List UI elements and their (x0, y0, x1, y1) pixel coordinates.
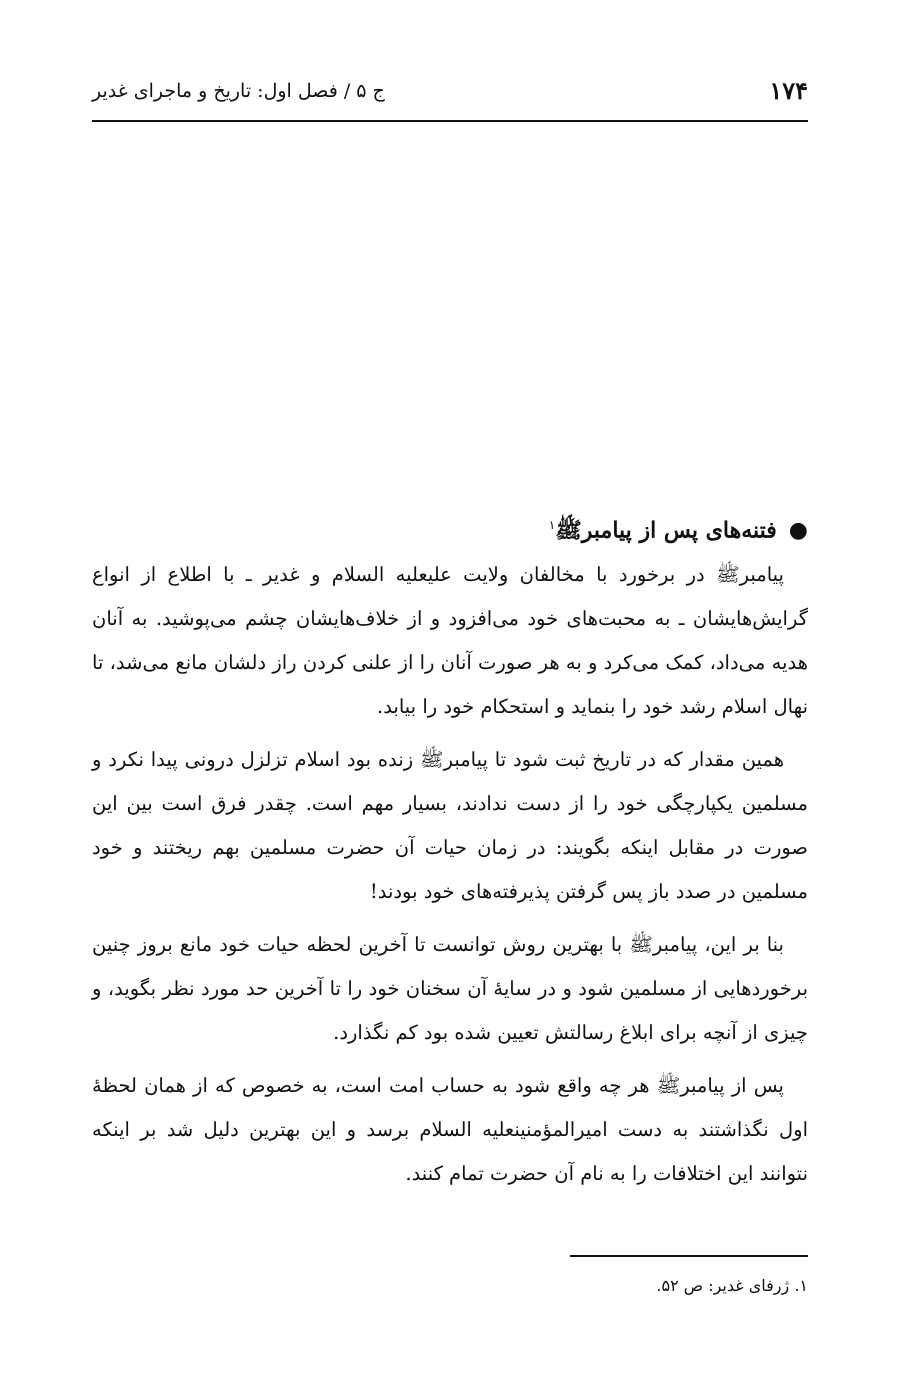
paragraph-2: همین مقدار که در تاریخ ثبت شود تا پیامبرﷺ زنده بود اسلام تزلزل درونی پیدا نکرد و مسلمین یکپارچگی خود را از دست ندادند، بسیار مهم است. چقدر فرق است بین این صورت در مقابل اینکه بگویند: در زمان حیات آن حضرت مسلمین بهم ریختند و خود مسلمین در صدد باز پس گرفتن پذیرفته‌های خود بودند! (92, 748, 808, 904)
honorific-mark: ﷺ (555, 517, 582, 544)
section-title: فتنه‌های پس از پیامبر (581, 517, 777, 544)
page-header (92, 74, 808, 122)
bullet-icon: ● (788, 517, 808, 544)
main-content (92, 502, 808, 1205)
footnote-divider (570, 1255, 808, 1257)
running-head: ج ۵ / فصل اول: تاریخ و ماجرای غدیر (92, 80, 385, 102)
paragraph-1: پیامبرﷺ در برخورد با مخالفان ولایت علیعليه السلام و غدیر ـ با اطلاع از انواع گرایش‌هایشان ـ به محبت‌های خود می‌افزود و از خلاف‌هایشان چشم می‌پوشید. به آنان هدیه می‌داد، کمک می‌کرد و به هر صورت آنان را از علنی کردن راز دلشان مانع می‌شد، تا نهال اسلام رشد خود را بنماید و استحکام خود را بیابد. (92, 563, 808, 719)
paragraph-3: بنا بر این، پیامبرﷺ با بهترین روش توانست تا آخرین لحظه حیات خود مانع بروز چنین برخوردهایی از مسلمین شود و در سایهٔ آن سخنان خود را تا آخرین حد مورد نظر بگوید، و چیزی از آنچه برای ابلاغ رسالتش تعیین شده بود کم نگذارد. (92, 933, 808, 1045)
paragraph-4: پس از پیامبرﷺ هر چه واقع شود به حساب امت است، به خصوص که از همان لحظهٔ اول نگذاشتند به دست امیرالمؤمنینعليه السلام برسد و این بهترین دلیل شد بر اینکه نتوانند این اختلافات را به نام آن حضرت تمام کنند. (92, 1074, 808, 1186)
section-heading (92, 502, 808, 553)
footnote-marker: ۱ (548, 518, 556, 532)
page-number: ۱۷۴ (769, 76, 808, 105)
footnote: ۱. ژرفای غدیر: ص ۵۲. (656, 1276, 808, 1295)
